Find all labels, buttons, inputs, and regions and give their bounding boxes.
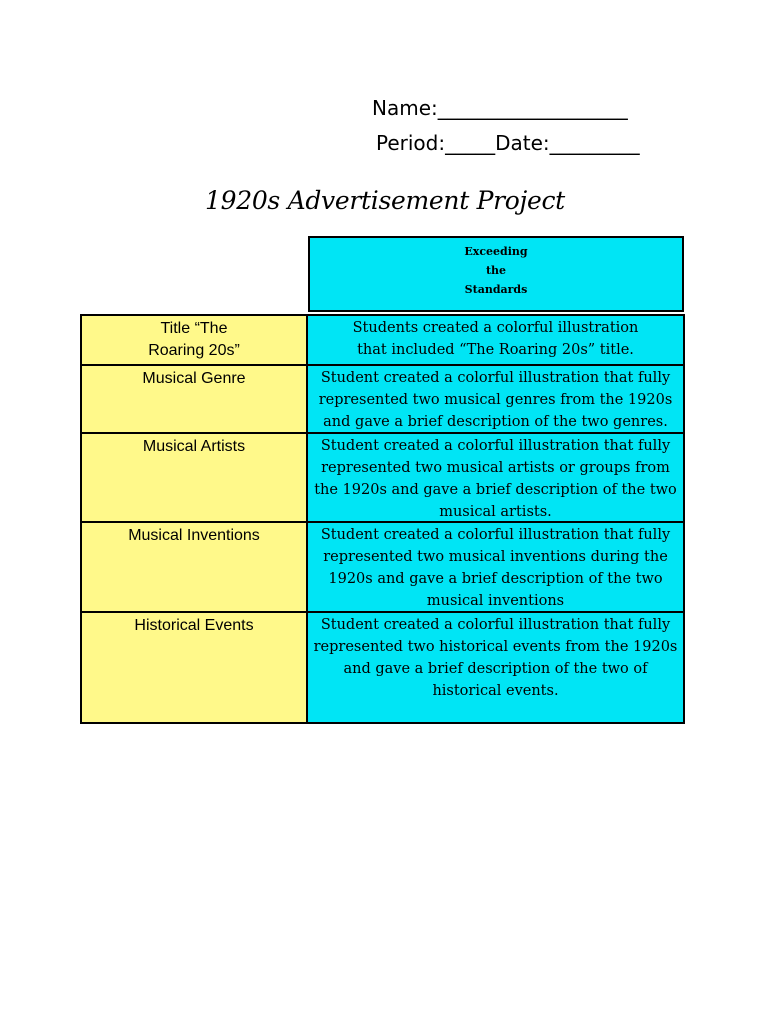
table-row bbox=[80, 314, 685, 366]
row-description: Student created a colorful illustration that fully represented two musical artists or groups from the 1920s and gave a brief description of the two musical artists. bbox=[306, 434, 685, 523]
row-label: Historical Events bbox=[80, 613, 306, 724]
row-label-text: Title “The Roaring 20s” bbox=[148, 320, 240, 359]
table-row bbox=[80, 434, 685, 523]
table-row bbox=[80, 366, 685, 434]
table-row bbox=[80, 523, 685, 613]
row-label: Musical Artists bbox=[80, 434, 306, 523]
name-field: Name:___________________ bbox=[372, 96, 628, 120]
row-label bbox=[80, 314, 306, 366]
table-row bbox=[80, 613, 685, 724]
row-label: Musical Inventions bbox=[80, 523, 306, 613]
column-header-line: the bbox=[485, 264, 507, 277]
row-description: Student created a colorful illustration that fully represented two musical inventions during the 1920s and gave a brief description of the two musical inventions bbox=[306, 523, 685, 613]
column-header-exceeding-standards bbox=[308, 236, 684, 312]
row-description: Student created a colorful illustration that fully represented two historical events from the 1920s and gave a brief description of the two of historical events. bbox=[306, 613, 685, 724]
rubric-table bbox=[80, 314, 685, 724]
row-description: Students created a colorful illustration that included “The Roaring 20s” title. bbox=[306, 314, 685, 366]
row-description: Student created a colorful illustration that fully represented two musical genres from the 1920s and gave a brief description of the two genres. bbox=[306, 366, 685, 434]
row-label: Musical Genre bbox=[80, 366, 306, 434]
column-header-line: Exceeding bbox=[464, 245, 528, 258]
period-date-field: Period:_____Date:_________ bbox=[376, 131, 640, 155]
page-title: 1920s Advertisement Project bbox=[205, 186, 565, 215]
column-header-line: Standards bbox=[464, 283, 528, 296]
